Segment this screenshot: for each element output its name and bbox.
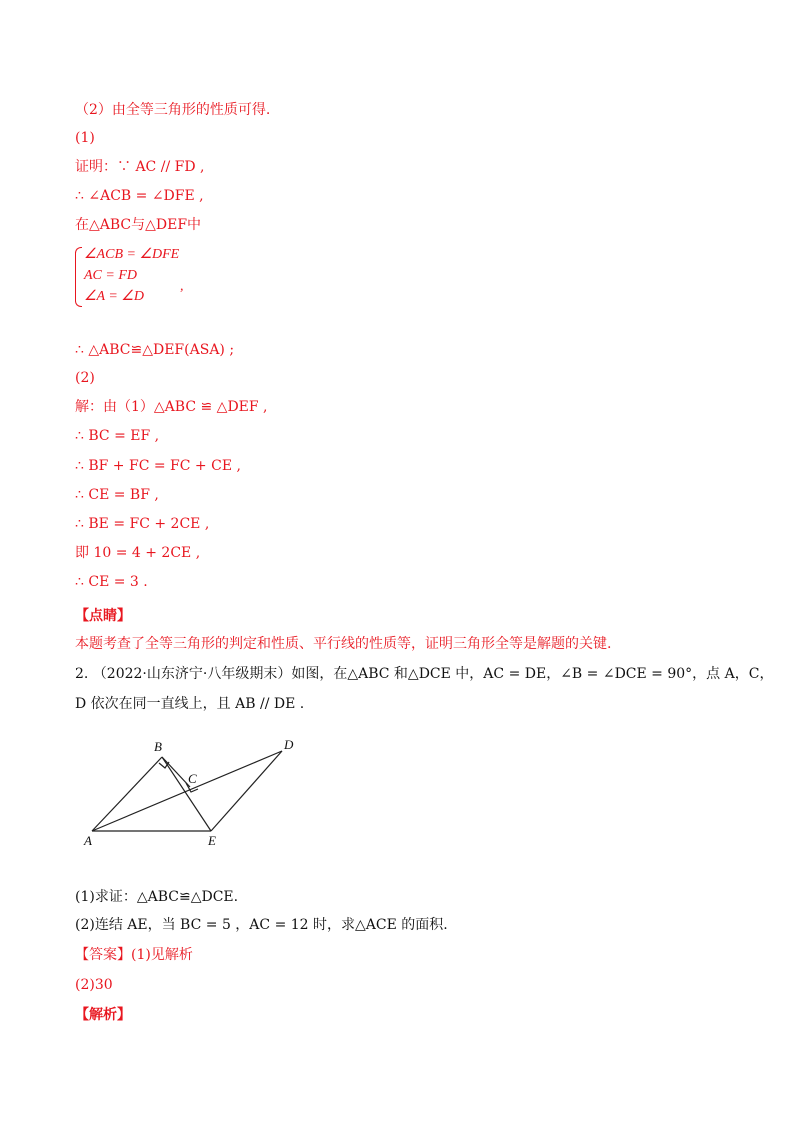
label-b: B [154, 739, 162, 754]
answer-line-2: (2)30 [75, 977, 113, 993]
part1-label: (1) [75, 130, 95, 146]
label-c: C [188, 771, 197, 786]
system-eq-1: ∠ACB = ∠DFE [84, 247, 180, 262]
system-brace [75, 247, 82, 307]
system-eq-2: AC = FD [84, 268, 137, 283]
segment-ad [92, 751, 282, 831]
label-e: E [208, 833, 216, 848]
label-a: A [84, 833, 92, 848]
part2-hint: （2）由全等三角形的性质可得. [75, 102, 271, 118]
segment-de [211, 751, 282, 831]
segment-be [162, 757, 211, 831]
answer-line-1: 【答案】(1)见解析 [75, 947, 193, 963]
solution-line-1: 解：由（1）△ABC ≌ △DEF , [75, 399, 268, 415]
solution-line-6: 即 10 = 4 + 2CE , [75, 545, 201, 561]
system-comma: , [180, 279, 184, 294]
part2-label: (2) [75, 370, 95, 386]
proof-line-3: 在△ABC与△DEF中 [75, 217, 202, 233]
problem-line-2: D 依次在同一直线上，且 AB // DE . [75, 696, 305, 712]
problem-line-1: 2. （2022·山东济宁·八年级期末）如图，在△ABC 和△DCE 中，AC = DE，∠B = ∠DCE = 90°，点 A，C， [75, 666, 774, 682]
geometry-figure [82, 735, 312, 855]
solution-line-4: ∴ CE = BF , [75, 487, 159, 503]
proof-line-1: 证明：∵ AC // FD , [75, 159, 205, 175]
solution-line-5: ∴ BE = FC + 2CE , [75, 516, 210, 532]
proof-line-2: ∴ ∠ACB = ∠DFE , [75, 188, 204, 204]
question-1: (1)求证：△ABC≌△DCE. [75, 889, 239, 905]
comment-text: 本题考查了全等三角形的判定和性质、平行线的性质等，证明三角形全等是解题的关键. [75, 636, 612, 652]
solution-line-7: ∴ CE = 3 . [75, 574, 148, 590]
system-eq-3: ∠A = ∠D [84, 289, 144, 304]
solution-line-3: ∴ BF + FC = FC + CE , [75, 458, 241, 474]
solution-line-2: ∴ BC = EF , [75, 428, 160, 444]
proof-conclusion: ∴ △ABC≌△DEF(ASA) ; [75, 342, 235, 358]
question-2: (2)连结 AE，当 BC = 5 ，AC = 12 时，求△ACE 的面积. [75, 917, 448, 933]
segment-bc [162, 757, 190, 787]
label-d: D [284, 737, 294, 752]
segment-ab [92, 757, 162, 831]
comment-tag: 【点睛】 [75, 608, 131, 624]
analysis-tag: 【解析】 [75, 1007, 131, 1023]
